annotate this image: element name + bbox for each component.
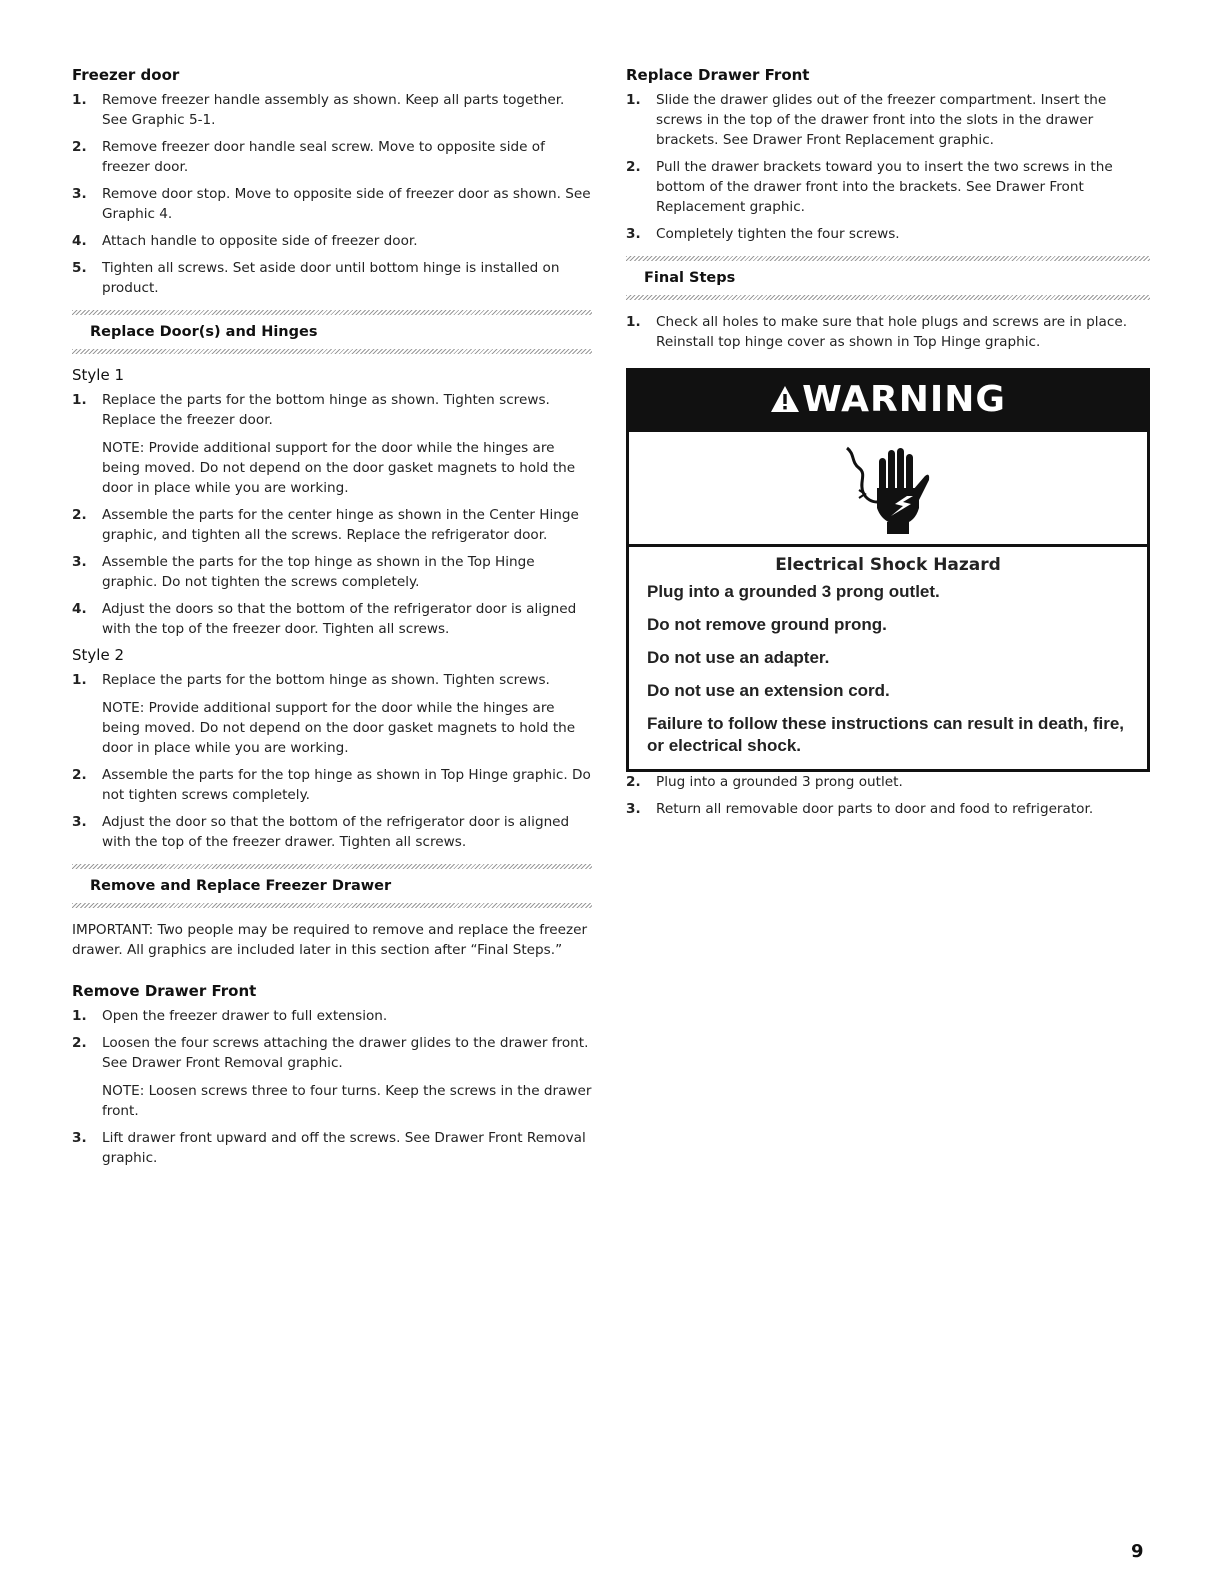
list-item: 2. Pull the drawer brackets toward you to insert the two screws in the bottom of the drawer front into the brackets. See Drawer Front Replacement graphic. [626, 159, 1113, 215]
note: NOTE: Provide additional support for the door while the hinges are being moved. Do not depend on the door gasket magnets to hold the door in place while you are working. [102, 440, 576, 496]
list-item: 2. Assemble the parts for the top hinge as shown in Top Hinge graphic. Do not tighten screws completely. [72, 767, 591, 803]
final-steps-heading: Final Steps [644, 270, 736, 286]
list-item: 5. Tighten all screws. Set aside door until bottom hinge is installed on product. [72, 260, 560, 296]
style2-steps [72, 670, 592, 852]
list-item: 1. Replace the parts for the bottom hinge as shown. Tighten screws. Replace the freezer door. NOTE: Provide additional support for the door while the hinges are being moved. Do not depend on the door gasket magnets to hold the door in place while you are working. [72, 390, 592, 498]
list-item: 3. Lift drawer front upward and off the screws. See Drawer Front Removal graphic. [72, 1130, 586, 1166]
warning-triangle-icon [770, 381, 800, 422]
electric-shock-hand-icon [833, 438, 943, 538]
list-item: 4. Attach handle to opposite side of freezer door. [72, 233, 418, 249]
note: NOTE: Provide additional support for the door while the hinges are being moved. Do not depend on the door gasket magnets to hold the door in place while you are working. [102, 700, 576, 756]
list-item: 4. Adjust the doors so that the bottom of the refrigerator door is aligned with the top of the freezer door. Tighten all screws. [72, 601, 577, 637]
list-item: 1. Slide the drawer glides out of the freezer compartment. Insert the screws in the top of the drawer front into the slots in the drawer brackets. See Drawer Front Replacement graphic. [626, 92, 1107, 148]
style1-heading: Style 1 [72, 366, 124, 384]
freezer-door-steps [72, 90, 592, 298]
list-item: 3. Adjust the door so that the bottom of the refrigerator door is aligned with the top of the freezer drawer. Tighten all screws. [72, 814, 570, 850]
important-paragraph: IMPORTANT: Two people may be required to remove and replace the freezer drawer. All graphics are included later in this section after “Final Steps.” [72, 922, 588, 958]
warning-box [626, 368, 1150, 772]
right-column [626, 66, 1150, 826]
final-steps-list [626, 312, 1150, 352]
style2-heading: Style 2 [72, 646, 124, 664]
final-steps-list-continued [626, 772, 1150, 819]
hazard-line: Do not use an adapter. [647, 647, 830, 667]
hazard-line: Plug into a grounded 3 prong outlet. [647, 581, 940, 601]
hatch-divider [72, 349, 592, 354]
remove-drawer-front-heading: Remove Drawer Front [72, 982, 257, 1000]
list-item: 1. Replace the parts for the bottom hinge as shown. Tighten screws. NOTE: Provide additional support for the door while the hinges are being moved. Do not depend on the door gasket magnets to hold the door in place while you are working. [72, 670, 592, 758]
list-item: 1. Check all holes to make sure that hole plugs and screws are in place. Reinstall top hinge cover as shown in Top Hinge graphic. [626, 314, 1128, 350]
hatch-divider [72, 903, 592, 908]
freezer-door-heading: Freezer door [72, 66, 180, 84]
list-item: 3. Remove door stop. Move to opposite side of freezer door as shown. See Graphic 4. [72, 186, 591, 222]
hatch-divider [626, 295, 1150, 300]
hazard-title: Electrical Shock Hazard [775, 554, 1001, 575]
hazard-line: Do not remove ground prong. [647, 614, 887, 634]
replace-drawer-front-steps [626, 90, 1150, 244]
page-number: 9 [1131, 1541, 1144, 1562]
note: NOTE: Loosen screws three to four turns. Keep the screws in the drawer front. [102, 1083, 592, 1119]
replace-doors-heading: Replace Door(s) and Hinges [90, 324, 318, 340]
remove-drawer-front-steps [72, 1006, 592, 1168]
shock-hazard-zone [629, 432, 1147, 547]
drawer-section-head [72, 864, 592, 908]
list-item: 2. Loosen the four screws attaching the drawer glides to the drawer front. See Drawer Front Removal graphic. NOTE: Loosen screws three to four turns. Keep the screws in the drawer front. [72, 1035, 592, 1119]
list-item: 1. Open the freezer drawer to full extension. [72, 1008, 388, 1024]
list-item: 3. Return all removable door parts to door and food to refrigerator. [626, 800, 1094, 817]
warning-label: WARNING [802, 379, 1006, 420]
list-item: 3. Assemble the parts for the top hinge as shown in the Top Hinge graphic. Do not tighten the screws completely. [72, 554, 535, 590]
replace-drawer-front-heading: Replace Drawer Front [626, 66, 810, 84]
list-item: 2. Plug into a grounded 3 prong outlet. [626, 773, 903, 790]
hazard-line: Failure to follow these instructions can result in death, fire, or electrical shock. [647, 713, 1125, 755]
list-item: 3. Completely tighten the four screws. [626, 226, 900, 242]
final-steps-section-head [626, 256, 1150, 300]
list-item: 1. Remove freezer handle assembly as shown. Keep all parts together. See Graphic 5-1. [72, 92, 565, 128]
hazard-line: Do not use an extension cord. [647, 680, 890, 700]
list-item: 2. Remove freezer door handle seal screw. Move to opposite side of freezer door. [72, 139, 545, 175]
list-item: 2. Assemble the parts for the center hinge as shown in the Center Hinge graphic, and tighten all the screws. Replace the refrigerator door. [72, 507, 579, 543]
drawer-section-heading: Remove and Replace Freezer Drawer [90, 878, 392, 894]
style1-steps [72, 390, 592, 639]
left-column [72, 66, 592, 1175]
warning-banner [629, 371, 1147, 432]
replace-doors-section-head [72, 310, 592, 354]
